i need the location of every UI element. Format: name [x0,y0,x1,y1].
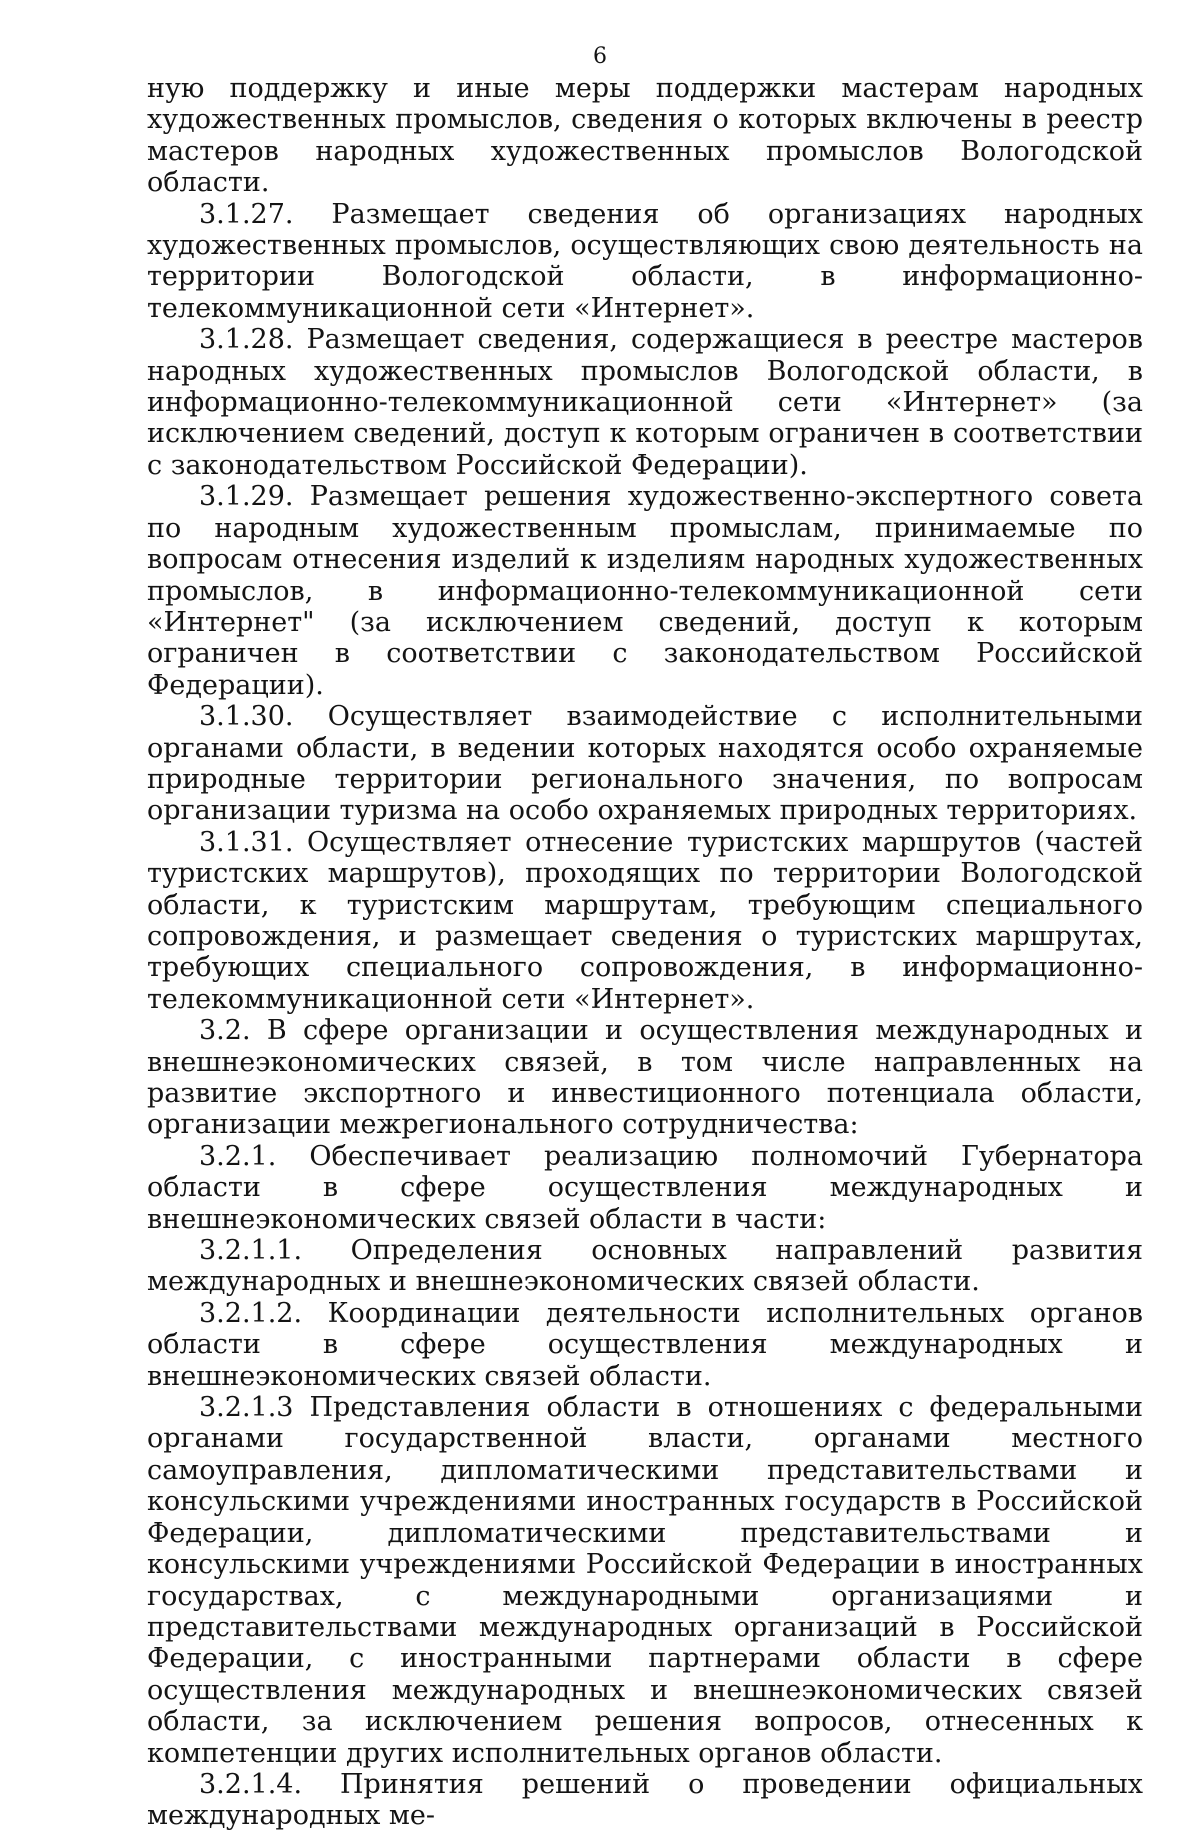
page-number: 6 [593,44,607,69]
document-body [147,73,1143,1832]
paragraph-3-1-29: 3.1.29. Размещает решения художественно-экспертного совета по народным художественным промыслам, принимаемые по вопросам отнесения изделий к изделиям народных художественных промыслов, в информационно-телекоммуникационной сети «Интернет" (за исключением сведений, доступ к которым ограничен в соответствии с законодательством Российской Федерации). [147,481,1143,701]
paragraph-3-2: 3.2. В сфере организации и осуществления международных и внешнеэкономических связей, в том числе направленных на развитие экспортного и инвестиционного потенциала области, организации межрегионального сотрудничества: [147,1015,1143,1141]
paragraph-continued: ную поддержку и иные меры поддержки мастерам народных художественных промыслов, сведения о которых включены в реестр мастеров народных художественных промыслов Вологодской области. [147,73,1143,199]
paragraph-3-1-31: 3.1.31. Осуществляет отнесение туристских маршрутов (частей туристских маршрутов), проходящих по территории Вологодской области, к туристским маршрутам, требующим специального сопровождения, и размещает сведения о туристских маршрутах, требующих специального сопровождения, в информационно-телекоммуникационной сети «Интернет». [147,826,1143,1015]
paragraph-3-2-1-2: 3.2.1.2. Координации деятельности исполнительных органов области в сфере осуществления международных и внешнеэкономических связей области. [147,1297,1143,1392]
paragraph-3-1-30: 3.1.30. Осуществляет взаимодействие с исполнительными органами области, в ведении которых находятся особо охраняемые природные территории регионального значения, по вопросам организации туризма на особо охраняемых природных территориях. [147,701,1143,827]
paragraph-3-1-27: 3.1.27. Размещает сведения об организациях народных художественных промыслов, осуществляющих свою деятельность на территории Вологодской области, в информационно-телекоммуникационной сети «Интернет». [147,198,1143,324]
paragraph-3-2-1: 3.2.1. Обеспечивает реализацию полномочий Губернатора области в сфере осуществления международных и внешнеэкономических связей области в части: [147,1140,1143,1235]
paragraph-3-1-28: 3.1.28. Размещает сведения, содержащиеся в реестре мастеров народных художественных промыслов Вологодской области, в информационно-телекоммуникационной сети «Интернет» (за исключением сведений, доступ к которым ограничен в соответствии с законодательством Российской Федерации). [147,324,1143,481]
paragraph-3-2-1-3: 3.2.1.3 Представления области в отношениях с федеральными органами государственной власти, органами местного самоуправления, дипломатическими представительствами и консульскими учреждениями иностранных государств в Российской Федерации, дипломатическими представительствами и консульскими учреждениями Российской Федерации в иностранных государствах, с международными организациями и представительствами международных организаций в Российской Федерации, с иностранными партнерами области в сфере осуществления международных и внешнеэкономических связей области, за исключением решения вопросов, отнесенных к компетенции других исполнительных органов области. [147,1392,1143,1769]
paragraph-3-2-1-1: 3.2.1.1. Определения основных направлений развития международных и внешнеэкономических связей области. [147,1235,1143,1298]
paragraph-3-2-1-4: 3.2.1.4. Принятия решений о проведении официальных международных ме- [147,1768,1143,1832]
